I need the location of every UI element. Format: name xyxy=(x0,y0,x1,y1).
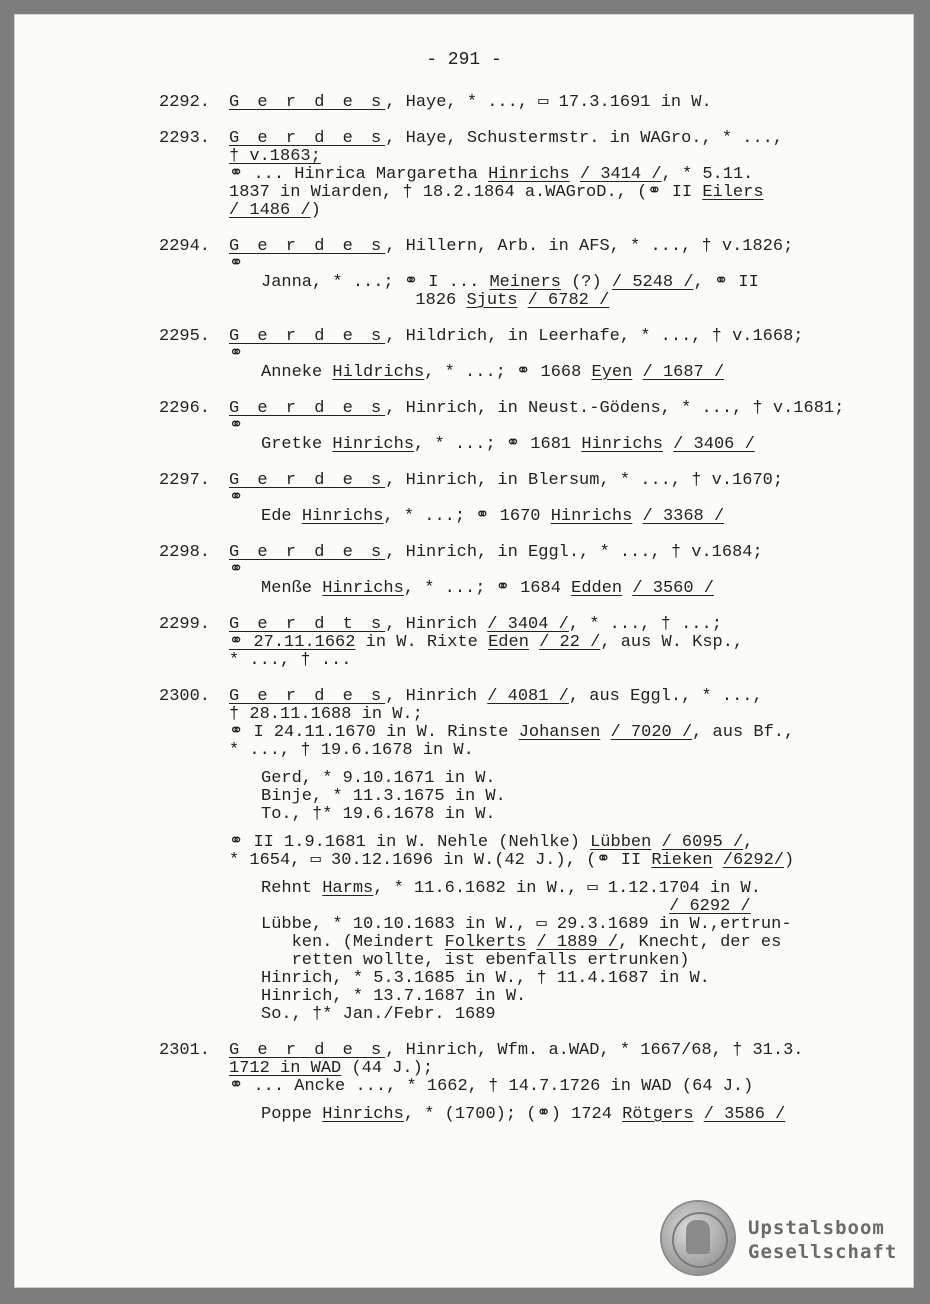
surname-heading: G e r d e s xyxy=(229,129,386,148)
text-segment: , ⚭ II xyxy=(693,273,759,292)
text-segment: So., †* Jan./Febr. 1689 xyxy=(261,1005,496,1024)
underlined-text: Lübben xyxy=(590,833,652,852)
text-segment xyxy=(261,897,669,916)
text-segment: ) xyxy=(310,201,321,220)
text-segment xyxy=(632,363,642,382)
underlined-text: / 1687 / xyxy=(642,363,725,382)
text-segment: , Haye, Schustermstr. in WAGro., * ..., xyxy=(385,129,784,148)
text-segment xyxy=(663,435,673,454)
text-segment: , * ...; ⚭ 1681 xyxy=(414,435,582,454)
genealogy-entry xyxy=(159,328,879,382)
text-segment xyxy=(517,291,527,310)
underlined-text: / 3414 / xyxy=(579,165,662,184)
text-segment: Binje, * 11.3.1675 in W. xyxy=(261,787,506,806)
underlined-text: / 1889 / xyxy=(536,933,619,952)
entry-subline xyxy=(261,916,879,934)
entry-number: 2300. xyxy=(159,687,211,706)
underlined-text: /6292/ xyxy=(722,851,784,870)
text-segment: retten wollte, ist ebenfalls ertrunken) xyxy=(261,951,690,970)
underlined-text: / 3404 / xyxy=(487,615,569,634)
text-segment: 1837 in Wiarden, † 18.2.1864 a.WAGroD., (⚭ II xyxy=(229,183,703,202)
entry-number: 2292. xyxy=(159,93,211,112)
entry-subline xyxy=(261,898,879,916)
text-segment: ) xyxy=(783,851,795,870)
seal-figure xyxy=(686,1220,710,1254)
text-segment: , Knecht, der es xyxy=(618,933,782,952)
entry-body xyxy=(229,130,879,220)
entry-subline xyxy=(261,436,879,454)
entry-subline xyxy=(261,274,879,292)
underlined-text: Eden xyxy=(488,633,529,652)
underlined-text: Hinrichs xyxy=(550,507,633,526)
text-segment: , aus W. Ksp., xyxy=(600,633,744,652)
text-segment: , * 11.6.1682 in W., ▭ 1.12.1704 in W. xyxy=(373,879,761,898)
underlined-text: / 22 / xyxy=(539,633,601,652)
entry-body xyxy=(229,94,879,112)
entry-line xyxy=(229,256,879,274)
entry-subline xyxy=(261,770,879,788)
entry-line xyxy=(229,1042,879,1060)
entry-line xyxy=(229,490,879,508)
underlined-text: / 3586 / xyxy=(703,1105,786,1124)
text-segment: , Hinrich, in Neust.-Gödens, * ..., † v.1681; xyxy=(385,399,845,418)
underlined-text: Edden xyxy=(571,579,623,598)
text-segment: ⚭ xyxy=(229,417,244,436)
text-segment xyxy=(600,723,610,742)
entry-line xyxy=(229,472,879,490)
underlined-text: Rieken xyxy=(651,851,713,870)
text-segment: ⚭ I 24.11.1670 in W. Rinste xyxy=(229,723,519,742)
page-number: - 291 - xyxy=(426,50,502,70)
underlined-text: Hinrichs xyxy=(581,435,663,454)
text-segment xyxy=(651,833,661,852)
entry-subline xyxy=(261,806,879,824)
entry-body xyxy=(229,1042,879,1124)
entry-line xyxy=(229,544,879,562)
underlined-text: / 6292 / xyxy=(669,897,751,916)
entry-body xyxy=(229,238,879,310)
genealogy-entry xyxy=(159,94,879,112)
underlined-text: Hildrichs xyxy=(332,363,425,382)
text-segment: , Haye, * ..., ▭ 17.3.1691 in W. xyxy=(385,93,712,112)
surname-heading: G e r d e s xyxy=(229,471,386,490)
surname-heading: G e r d e s xyxy=(229,543,386,562)
surname-heading: G e r d e s xyxy=(229,237,386,256)
entry-subline xyxy=(261,988,879,1006)
text-segment: , xyxy=(743,833,754,852)
text-segment: in W. Rixte xyxy=(355,633,489,652)
underlined-text: Meiners xyxy=(489,273,561,292)
underlined-text: / 4081 / xyxy=(487,687,569,706)
text-segment: Gerd, * 9.10.1671 in W. xyxy=(261,769,496,788)
underlined-text: Hinrichs xyxy=(301,507,384,526)
text-segment: Hinrich, * 5.3.1685 in W., † 11.4.1687 in W. xyxy=(261,969,710,988)
entry-body xyxy=(229,400,879,454)
underlined-text: Rötgers xyxy=(622,1105,694,1124)
text-segment xyxy=(632,507,642,526)
entry-number: 2298. xyxy=(159,543,211,562)
text-segment xyxy=(570,165,580,184)
underlined-text: Johansen xyxy=(518,723,601,742)
text-segment: ⚭ xyxy=(229,255,244,274)
entry-subline xyxy=(293,292,879,310)
text-segment: , aus Eggl., * ..., xyxy=(568,687,763,706)
entry-line xyxy=(229,634,879,652)
text-segment: ⚭ xyxy=(229,561,244,580)
entry-body xyxy=(229,472,879,526)
text-segment xyxy=(622,579,632,598)
text-segment xyxy=(713,851,723,870)
surname-heading: G e r d e s xyxy=(229,687,386,706)
underlined-text: / 3560 / xyxy=(632,579,714,598)
text-segment: (44 J.); xyxy=(341,1059,434,1078)
underlined-text: / 3368 / xyxy=(642,507,725,526)
text-segment: * ..., † 19.6.1678 in W. xyxy=(229,741,474,760)
surname-heading: G e r d e s xyxy=(229,327,386,346)
genealogy-entry xyxy=(159,1042,879,1124)
entry-subline xyxy=(261,952,879,970)
genealogy-entry xyxy=(159,544,879,598)
entry-line xyxy=(229,688,879,706)
surname-heading: G e r d e s xyxy=(229,399,386,418)
entry-line xyxy=(229,616,879,634)
entry-line xyxy=(229,148,879,166)
document-page xyxy=(14,14,914,1288)
entry-line xyxy=(229,1060,879,1078)
entry-line xyxy=(229,834,879,852)
entry-body xyxy=(229,544,879,598)
underlined-text: Hinrichs xyxy=(322,579,404,598)
text-segment: , * (1700); (⚭) 1724 xyxy=(403,1105,623,1124)
text-segment: Gretke xyxy=(261,435,333,454)
genealogy-entry xyxy=(159,616,879,670)
text-segment: * ..., † ... xyxy=(229,651,352,670)
text-segment: ken. (Meindert xyxy=(261,933,445,952)
text-segment: 1826 xyxy=(293,291,467,310)
entry-list xyxy=(159,94,879,1142)
text-segment: , * ...; ⚭ 1670 xyxy=(383,507,551,526)
genealogy-entry xyxy=(159,130,879,220)
underlined-text: / 1486 / xyxy=(229,201,311,220)
text-segment: , Hildrich, in Leerhafe, * ..., † v.1668; xyxy=(385,327,804,346)
entry-line xyxy=(229,346,879,364)
entry-line xyxy=(229,238,879,256)
entry-line xyxy=(229,418,879,436)
surname-heading: G e r d e s xyxy=(229,1041,386,1060)
entry-line xyxy=(229,742,879,760)
entry-body xyxy=(229,688,879,1024)
entry-subline xyxy=(261,934,879,952)
entry-subline xyxy=(261,1006,879,1024)
text-segment: * 1654, ▭ 30.12.1696 in W.(42 J.), (⚭ II xyxy=(229,851,652,870)
entry-line xyxy=(229,852,879,870)
underlined-text: Eyen xyxy=(591,363,633,382)
underlined-text: / 6095 / xyxy=(661,833,744,852)
text-segment xyxy=(529,633,539,652)
text-segment: , Hinrich, in Eggl., * ..., † v.1684; xyxy=(385,543,763,562)
text-segment: ⚭ II 1.9.1681 in W. Nehle (Nehlke) xyxy=(229,833,591,852)
entry-line xyxy=(229,130,879,148)
text-segment: , aus Bf., xyxy=(692,723,795,742)
entry-line xyxy=(229,562,879,580)
text-segment: ⚭ xyxy=(229,345,244,364)
entry-body xyxy=(229,328,879,382)
entry-subline xyxy=(261,880,879,898)
entry-subline xyxy=(261,788,879,806)
text-segment: ⚭ xyxy=(229,489,244,508)
entry-line xyxy=(229,94,879,112)
underlined-text: Hinrichs xyxy=(488,165,570,184)
underlined-text: Eilers xyxy=(702,183,764,202)
entry-number: 2296. xyxy=(159,399,211,418)
text-segment: † 28.11.1688 in W.; xyxy=(229,705,423,724)
logo-line-1: Upstalsboom xyxy=(748,1217,885,1239)
entry-number: 2295. xyxy=(159,327,211,346)
entry-body xyxy=(229,616,879,670)
underlined-text: Hinrichs xyxy=(322,1105,404,1124)
entry-line xyxy=(229,184,879,202)
surname-heading: G e r d t s xyxy=(229,615,386,634)
entry-subline xyxy=(261,364,879,382)
entry-number: 2301. xyxy=(159,1041,211,1060)
underlined-text: / 7020 / xyxy=(610,723,693,742)
entry-subline xyxy=(261,1106,879,1124)
text-segment: (?) xyxy=(560,273,612,292)
text-segment: , Hillern, Arb. in AFS, * ..., † v.1826; xyxy=(385,237,794,256)
entry-line xyxy=(229,652,879,670)
underlined-text: Folkerts xyxy=(444,933,527,952)
entry-line xyxy=(229,328,879,346)
surname-heading: G e r d e s xyxy=(229,93,386,112)
text-segment xyxy=(526,933,536,952)
text-segment: , * ..., † ...; xyxy=(568,615,722,634)
text-segment: , Hinrich xyxy=(385,687,488,706)
entry-line xyxy=(229,1078,879,1096)
entry-subline xyxy=(261,580,879,598)
entry-line xyxy=(229,400,879,418)
text-segment: Anneke xyxy=(261,363,333,382)
entry-line xyxy=(229,166,879,184)
text-segment: ⚭ ... Hinrica Margaretha xyxy=(229,165,489,184)
genealogy-entry xyxy=(159,238,879,310)
text-segment: Janna, * ...; ⚭ I ... xyxy=(261,273,490,292)
text-segment: Lübbe, * 10.10.1683 in W., ▭ 29.3.1689 in W.,ertrun- xyxy=(261,915,792,934)
text-segment: Ede xyxy=(261,507,302,526)
underlined-text: Hinrichs xyxy=(332,435,415,454)
genealogy-entry xyxy=(159,688,879,1024)
text-segment: , Hinrich, in Blersum, * ..., † v.1670; xyxy=(385,471,784,490)
underlined-text: ⚭ 27.11.1662 xyxy=(229,633,356,652)
underlined-text: / 3406 / xyxy=(673,435,755,454)
entry-line xyxy=(229,706,879,724)
entry-number: 2299. xyxy=(159,615,211,634)
text-segment: Rehnt xyxy=(261,879,323,898)
entry-subline xyxy=(261,970,879,988)
text-segment: Poppe xyxy=(261,1105,323,1124)
genealogy-entry xyxy=(159,472,879,526)
underlined-text: / 6782 / xyxy=(527,291,610,310)
text-segment: To., †* 19.6.1678 in W. xyxy=(261,805,496,824)
entry-subline xyxy=(261,508,879,526)
text-segment: , Hinrich, Wfm. a.WAD, * 1667/68, † 31.3. xyxy=(385,1041,804,1060)
text-segment: Menße xyxy=(261,579,323,598)
text-segment: , * ...; ⚭ 1668 xyxy=(424,363,592,382)
underlined-text: Harms xyxy=(322,879,374,898)
underlined-text: 1712 in WAD xyxy=(229,1059,342,1078)
entry-number: 2293. xyxy=(159,129,211,148)
text-segment: Hinrich, * 13.7.1687 in W. xyxy=(261,987,527,1006)
entry-number: 2294. xyxy=(159,237,211,256)
entry-number: 2297. xyxy=(159,471,211,490)
entry-line xyxy=(229,724,879,742)
underlined-text: † v.1863; xyxy=(229,147,321,166)
seal-icon xyxy=(662,1202,734,1274)
logo-line-2: Gesellschaft xyxy=(748,1241,898,1263)
text-segment: , Hinrich xyxy=(385,615,488,634)
text-segment: , * 5.11. xyxy=(661,165,754,184)
entry-line xyxy=(229,202,879,220)
society-logo xyxy=(748,1216,897,1264)
text-segment xyxy=(694,1105,704,1124)
underlined-text: Sjuts xyxy=(466,291,518,310)
text-segment: ⚭ ... Ancke ..., * 1662, † 14.7.1726 in WAD (64 J.) xyxy=(229,1077,754,1096)
underlined-text: / 5248 / xyxy=(611,273,694,292)
genealogy-entry xyxy=(159,400,879,454)
text-segment: , * ...; ⚭ 1684 xyxy=(403,579,572,598)
